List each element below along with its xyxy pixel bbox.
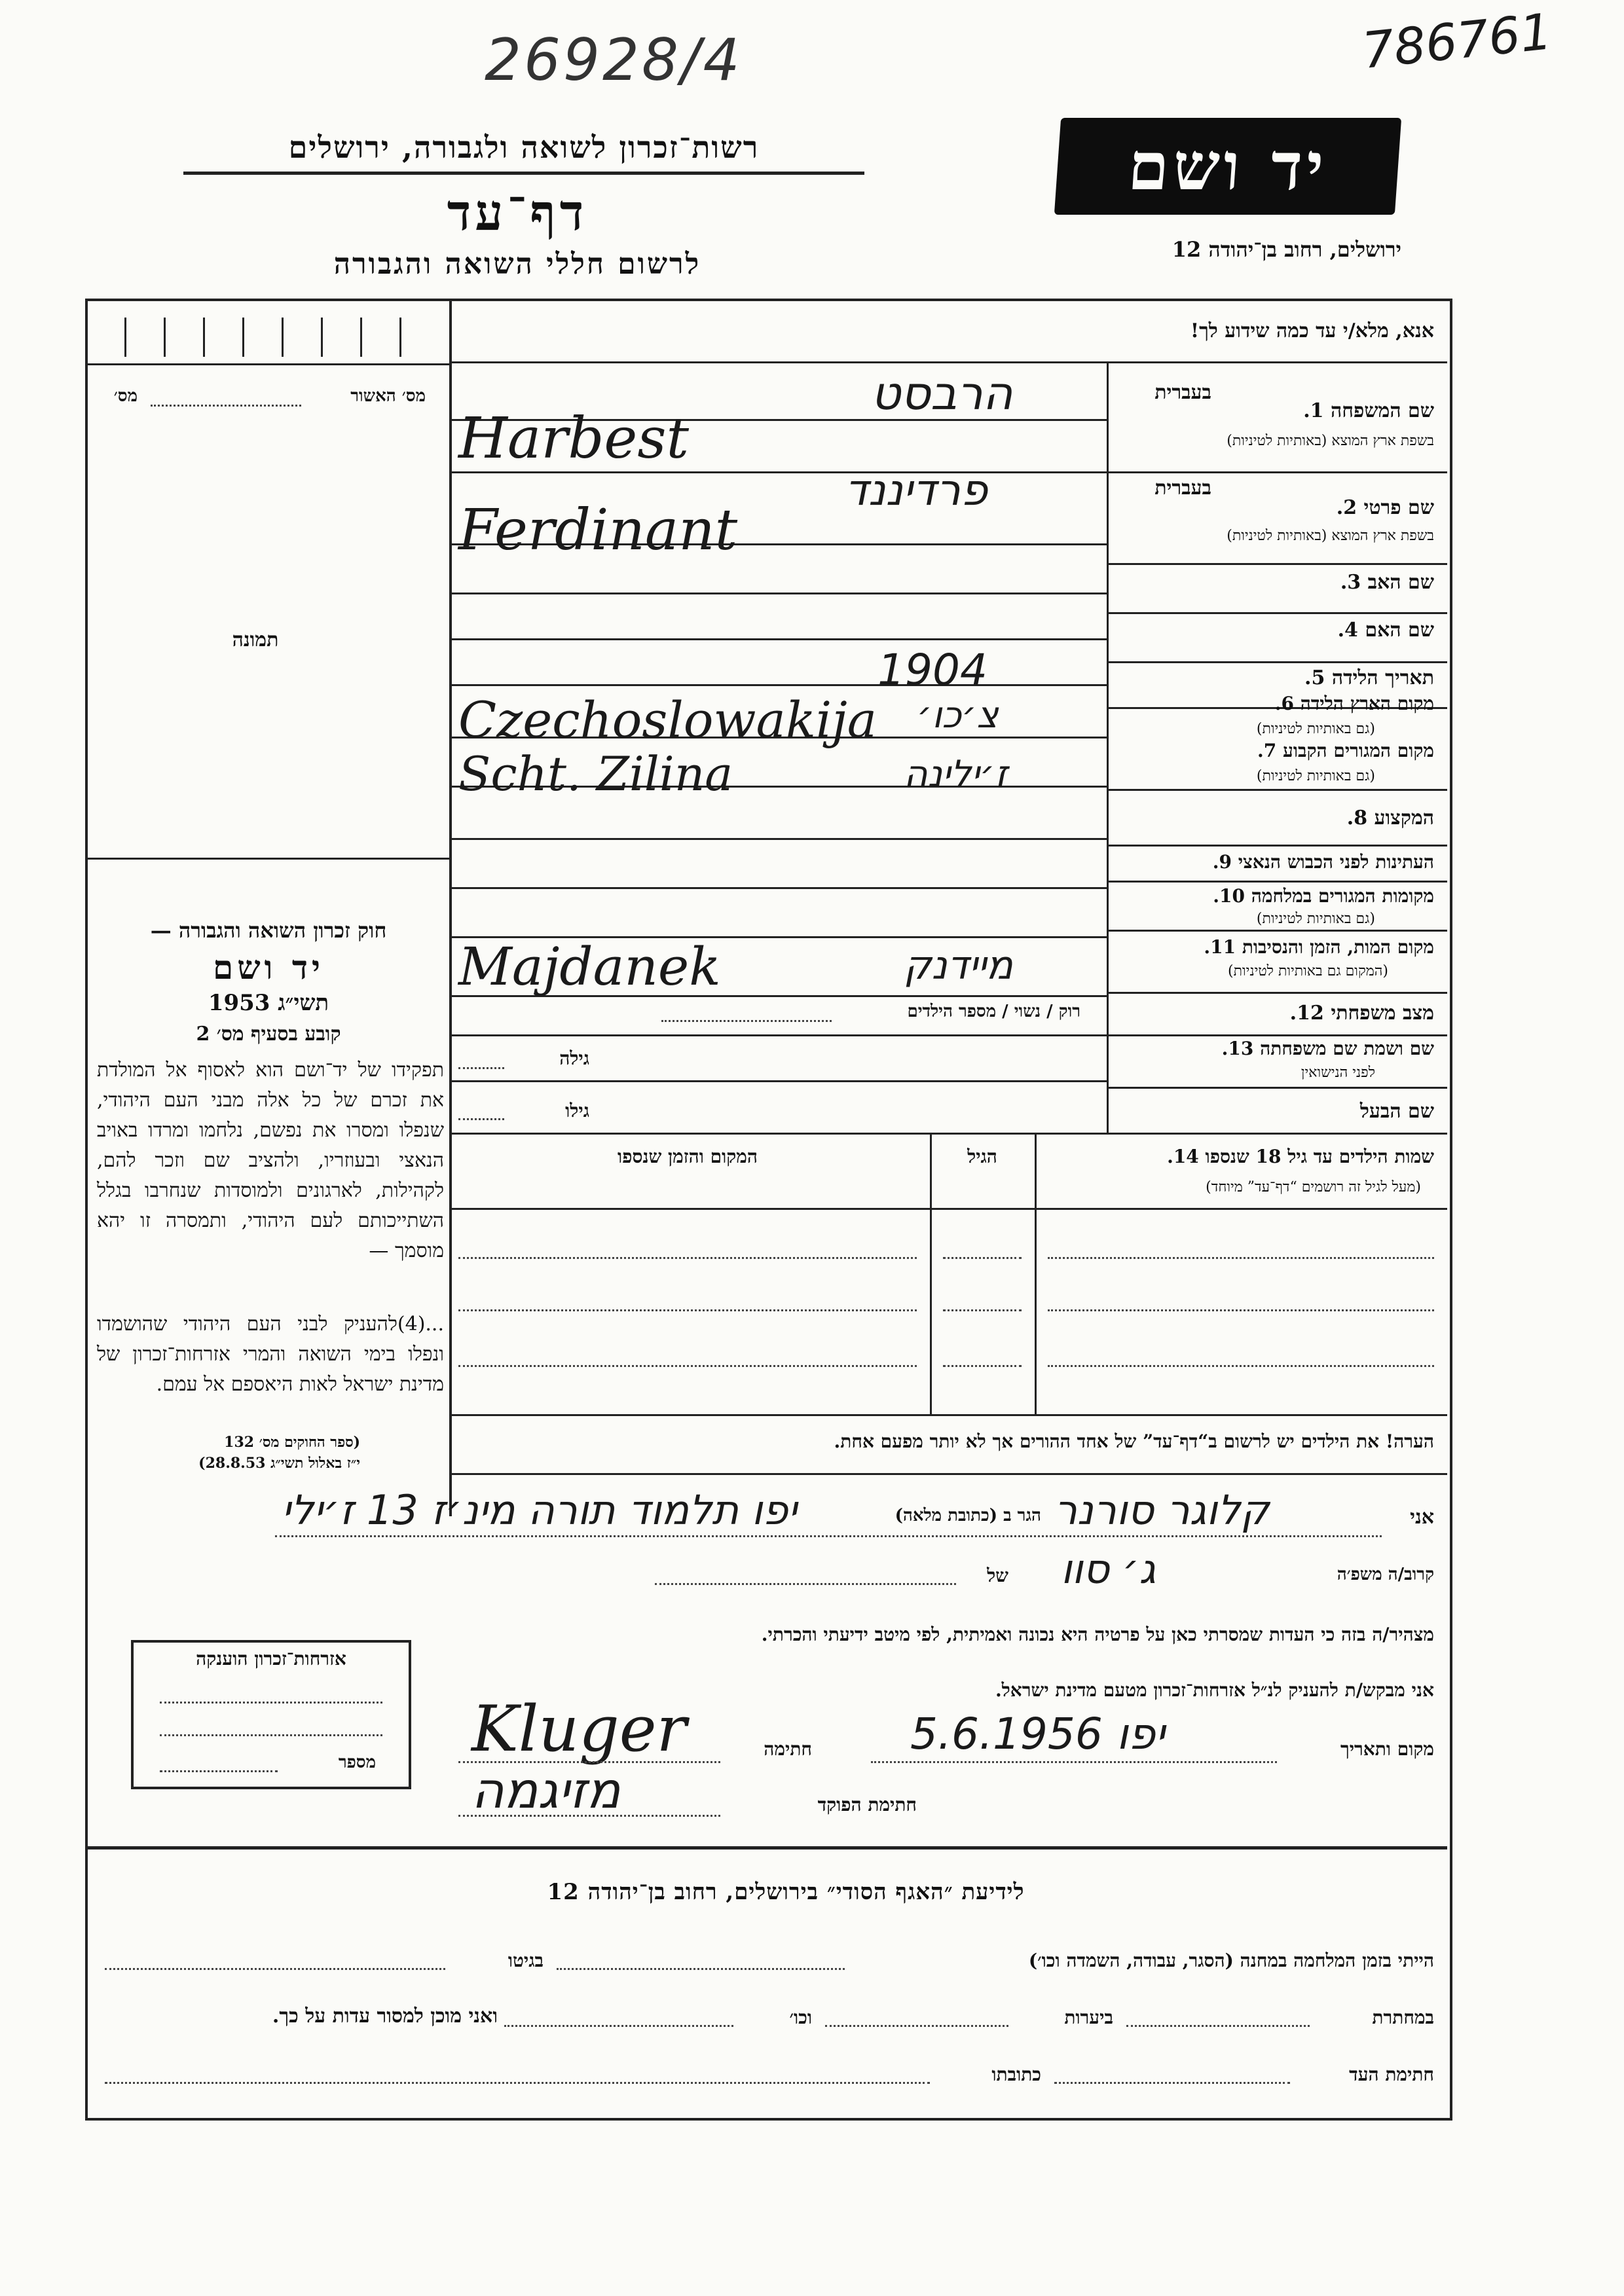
field-6-sub: (גם באותיות לטיניות) bbox=[1256, 721, 1375, 737]
declarant-name: קלוגר סורנר bbox=[1054, 1486, 1270, 1534]
certificate-title: אזרחות־זכרון הוענקה bbox=[196, 1648, 346, 1669]
children-place-col: המקום והזמן שנספו bbox=[618, 1146, 758, 1167]
field-5-hand: 1904 bbox=[877, 645, 987, 695]
bottom-line2-d: ואני מוכן למסור עדות על כך. bbox=[272, 2005, 498, 2028]
field-6-hand-latin: Czechoslowakija bbox=[458, 691, 877, 749]
husband-label: שם הבעל bbox=[1359, 1100, 1434, 1123]
authority-line: רשות־זכרון לשואה ולגבורה, ירושלים bbox=[288, 130, 760, 165]
field-2-hebrew-tag: בעברית bbox=[1154, 477, 1211, 500]
address: ירושלים, רחוב בן־יהודה 12 bbox=[1172, 237, 1401, 262]
request: אני מבקש/ת להעניק לנ״ל אזרחות־זכרון מטעם מדינת ישראל. bbox=[995, 1679, 1434, 1701]
field-7-sub: (גם באותיות לטיניות) bbox=[1256, 768, 1375, 784]
bottom-line1-b: בגיטו bbox=[507, 1950, 544, 1971]
logo-text: יד ושם bbox=[1125, 128, 1331, 205]
bottom-heading: לידיעת ״האגף הסודי״ בירושלים, רחוב בן־יהודה 12 bbox=[547, 1879, 1025, 1905]
official-label: חתימת הפוקד bbox=[817, 1794, 917, 1815]
law-title: חוק זכרון השואה והגבורה — bbox=[150, 918, 387, 943]
field-13-sub: לפני הנישואין bbox=[1301, 1065, 1375, 1081]
law-paragraph-2: ...(4)להעניק לבני העם היהודי שהושמדו ונפלו בימי השואה והמרי אזרחות־זכרון של מדינת ישראל לאות היאספם אל עמם. bbox=[97, 1313, 444, 1396]
field-7-hand-latin: Scht. Zilina bbox=[458, 746, 733, 801]
resides-label: הגר ב (כתובת מלאה) bbox=[895, 1506, 1041, 1525]
children-sub: (מעל לגיל זה רושמים “דף־עד” מיוחד) bbox=[1206, 1179, 1421, 1195]
bottom-line2-b: ביערות bbox=[1064, 2007, 1113, 2028]
field-2-hand-latin: Ferdinant bbox=[458, 498, 738, 563]
field-7-label: מקום המגורים הקבוע 7. bbox=[1257, 740, 1434, 761]
declarant-signature: Kluger bbox=[471, 1692, 687, 1766]
law-clause: קובע בסעיף מס׳ 2 bbox=[196, 1023, 341, 1046]
i-label: אני bbox=[1410, 1506, 1434, 1529]
bottom-line3-b: כתובתו bbox=[991, 2064, 1041, 2085]
form-title: דף־עד bbox=[447, 183, 588, 242]
declarant-relation: ג׳ סוו bbox=[1061, 1545, 1156, 1593]
bottom-line3-a: חתימת העד bbox=[1349, 2064, 1434, 2085]
children-age-col: הגיל bbox=[967, 1146, 997, 1167]
husband-age-label: גילו bbox=[565, 1100, 589, 1121]
field-6-label: מקום הארץ הלידה 6. bbox=[1274, 693, 1434, 714]
yad-vashem-logo bbox=[1054, 118, 1401, 215]
field-2-label: שם פרטי 2. bbox=[1336, 496, 1434, 519]
official-signature: מזיגמה bbox=[471, 1761, 621, 1819]
children-title: שמות הילדים עד גיל 18 שנספו 14. bbox=[1167, 1146, 1434, 1167]
declarant-address: יפו תלמוד תורה מינ׳ז 13 ז׳ילי bbox=[282, 1486, 798, 1534]
wife-age-label: גילה bbox=[559, 1048, 589, 1069]
field-6-hand-hebrew: צ׳כו׳ bbox=[917, 694, 999, 737]
field-1-label: שם המשפחה 1. bbox=[1303, 399, 1434, 422]
family-options: רוק / נשוי / מספר הילדים bbox=[907, 1002, 1080, 1021]
field-1-hand-latin: Harbest bbox=[458, 406, 690, 471]
field-2-sub: בשפת ארץ המוצא (באותיות לטיניות) bbox=[1227, 528, 1434, 544]
place-date-label: מקום ותאריך bbox=[1340, 1738, 1434, 1760]
bottom-line1-a: הייתי בזמן המלחמה במחנה (הסגר, עבודה, השמדה וכו׳) bbox=[1028, 1950, 1434, 1971]
field-8-label: המקצוע 8. bbox=[1346, 807, 1434, 829]
field-13-label: שם ושמת שם משפחתה 13. bbox=[1221, 1038, 1434, 1059]
field-1-sub: בשפת ארץ המוצא (באותיות לטיניות) bbox=[1227, 433, 1434, 449]
field-3-label: שם האב 3. bbox=[1340, 571, 1434, 594]
corner-number: 786761 bbox=[1359, 2, 1555, 80]
field-9-label: העתינות לפני הכבוש הנאצי 9. bbox=[1212, 851, 1434, 873]
declaration: מצהיר/ה בזה כי העדות שמסרתי כאן על פרטיה היא נכונה ואמיתית, לפי מיטב ידיעתי והכרתי. bbox=[761, 1624, 1434, 1645]
field-7-hand-hebrew: ז׳ילינה bbox=[904, 753, 1008, 795]
field-11-hand-latin: Majdanek bbox=[458, 936, 721, 997]
field-4-label: שם האם 4. bbox=[1337, 619, 1434, 642]
archive-number: 26928/4 bbox=[485, 26, 743, 94]
field-1-hebrew-tag: בעברית bbox=[1154, 381, 1211, 404]
approval-no: מס׳ bbox=[113, 386, 138, 406]
label-column-divider bbox=[1107, 363, 1109, 1133]
law-year: תשי״ג 1953 bbox=[208, 990, 329, 1016]
certificate-number-label: מספר bbox=[338, 1753, 376, 1772]
instruction: אנא, מלא/י עד כמה שידוע לך! bbox=[1190, 319, 1434, 342]
signature-label: חתימה bbox=[764, 1738, 812, 1760]
law-footnote-2: י״ז באלול תשי״ג 28.8.53) bbox=[198, 1455, 360, 1472]
field-10-label: מקומות המגורים במלחמה 10. bbox=[1213, 885, 1434, 907]
field-12-label: מצב משפחתי 12. bbox=[1289, 1002, 1434, 1025]
field-2-hand-hebrew: פרדיננד bbox=[845, 465, 988, 515]
field-10-sub: (גם באותיות לטיניות) bbox=[1256, 911, 1375, 927]
law-paragraph-1: תפקידו של יד־ושם הוא לאסוף אל המולדת את זכרם של כל אלה מבני העם היהודי, שנפלו ומסרו את נפשם, נלחמו ומרדו באויב הנאצי ובעוזריו, ולהציב שם וזכר להם, לקהילות, לארגונים ולמוסדות שנחרבו בגלל השתייכותם לעם היהודי, ותמסרה זו יהא מוסמך — bbox=[97, 1059, 444, 1262]
instruction-underline bbox=[449, 361, 1447, 363]
barcode-ticks bbox=[118, 318, 406, 357]
field-11-sub: (המקום גם באותיות לטיניות) bbox=[1228, 963, 1388, 979]
form-subtitle: לרשום חללי השואה והגבורה bbox=[333, 247, 701, 281]
certificate-box bbox=[131, 1640, 411, 1789]
approval-label: מס׳ האשור bbox=[350, 386, 426, 406]
bottom-line2-a: במחתרת bbox=[1372, 2007, 1434, 2028]
field-11-hand-hebrew: מיידנק bbox=[904, 943, 1013, 989]
field-1-hand-hebrew: הרבסט bbox=[871, 367, 1013, 420]
of-label: של bbox=[987, 1565, 1008, 1586]
note: הערה! את הילדים יש לרשום ב“דף־עד” של אחד ההורים אך לא יותר מפעם אחת. bbox=[834, 1430, 1434, 1452]
law-name: יד ושם bbox=[213, 948, 324, 987]
photo-label: תמונה bbox=[232, 629, 279, 651]
declarant-place-date: יפו 5.6.1956 bbox=[910, 1709, 1165, 1759]
bottom-line2-c: וכו׳ bbox=[789, 2007, 812, 2028]
authority-underline bbox=[183, 172, 864, 175]
relation-label: קרוב/ה משפ׳ה bbox=[1337, 1565, 1434, 1584]
law-footnote-1: (ספר החוקים מס׳ 132 bbox=[224, 1434, 360, 1451]
field-5-label: תאריך הלידה 5. bbox=[1304, 666, 1434, 689]
field-11-label: מקום המות, הזמן והנסיבות 11. bbox=[1204, 936, 1434, 958]
